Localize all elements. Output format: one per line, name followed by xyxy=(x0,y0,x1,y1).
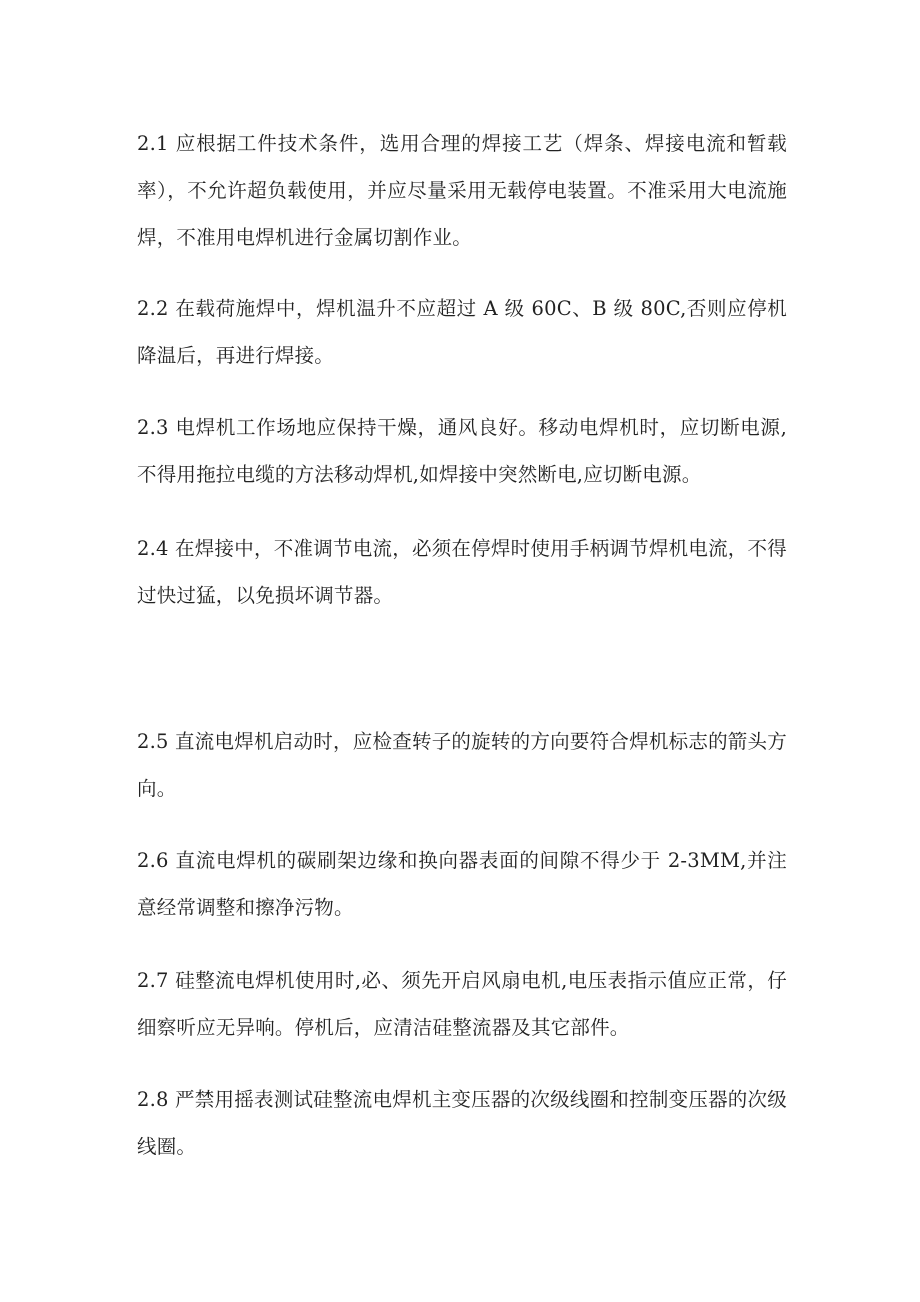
paragraph-2-2: 2.2 在载荷施焊中，焊机温升不应超过 A 级 60C、B 级 80C,否则应停机降温后，再进行焊接。 xyxy=(137,297,787,367)
paragraph-2-7: 2.7 硅整流电焊机使用时,必、须先开启风扇电机,电压表指示值应正常，仔细察听应无异响。停机后，应清洁硅整流器及其它部件。 xyxy=(137,969,787,1039)
paragraph-2-1: 2.1 应根据工件技术条件，选用合理的焊接工艺（焊条、焊接电流和暂载率），不允许超负载使用，并应尽量采用无载停电装置。不准采用大电流施焊，不准用电焊机进行金属切割作业。 xyxy=(137,132,787,249)
paragraph-2-5: 2.5 直流电焊机启动时，应检查转子的旋转的方向要符合焊机标志的箭头方向。 xyxy=(137,730,787,800)
paragraph-2-3: 2.3 电焊机工作场地应保持干燥，通风良好。移动电焊机时，应切断电源,不得用拖拉电缆的方法移动焊机,如焊接中突然断电,应切断电源。 xyxy=(137,416,787,486)
paragraph-2-4: 2.4 在焊接中，不准调节电流，必须在停焊时使用手柄调节焊机电流，不得过快过猛，以免损坏调节器。 xyxy=(137,537,787,607)
paragraph-2-6: 2.6 直流电焊机的碳刷架边缘和换向器表面的间隙不得少于 2-3MM,并注意经常调整和擦净污物。 xyxy=(137,849,787,919)
paragraph-2-8: 2.8 严禁用摇表测试硅整流电焊机主变压器的次级线圈和控制变压器的次级线圈。 xyxy=(137,1088,787,1158)
